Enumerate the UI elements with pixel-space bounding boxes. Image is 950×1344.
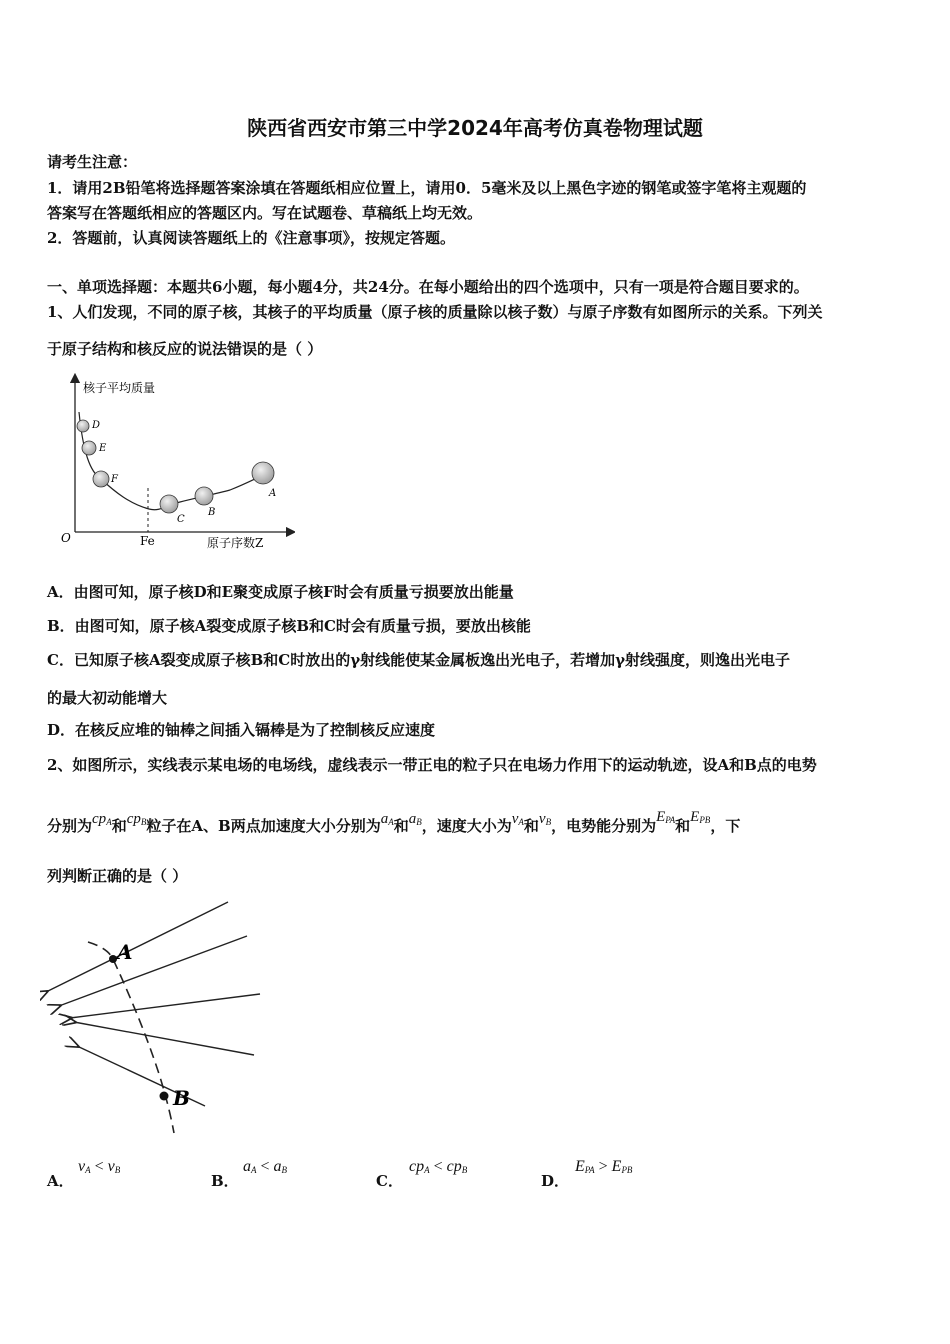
q2-stem-line-3: 列判断正确的是（ ） — [47, 867, 188, 885]
label-A: A — [269, 488, 277, 499]
page-title: 陕西省西安市第三中学2024年高考仿真卷物理试题 — [247, 116, 703, 140]
q2-figure — [40, 895, 270, 1140]
label-D: D — [92, 420, 101, 431]
q2-text-5: ，下 — [710, 817, 741, 835]
x-axis-label: 原子序数Z — [207, 536, 264, 550]
section-heading: 一、单项选择题：本题共6小题，每小题4分，共24分。在每小题给出的四个选项中，只有一项是符合题目要求的。 — [47, 278, 809, 296]
q2-option-a-expr: $v_A < v_B$ — [78, 1158, 121, 1175]
nucleus-B-ball — [195, 487, 213, 505]
nucleus-E-ball — [82, 441, 96, 455]
point-A-label: A — [117, 940, 133, 964]
a-symbol: $a_A$ — [380, 811, 394, 827]
label-E: E — [99, 443, 107, 454]
q2-he-2: 和 — [393, 817, 409, 835]
q2-text-2: 粒子在A、B两点加速度大小分别为 — [146, 817, 381, 835]
field-line-4 — [74, 1022, 254, 1055]
notice-heading: 请考生注意： — [47, 153, 138, 171]
q1-stem-line-2: 于原子结构和核反应的说法错误的是（ ） — [47, 340, 323, 358]
cp-symbol: $cp_A$ — [92, 811, 112, 827]
nucleus-C-ball — [160, 495, 178, 513]
q2-text-4: ，电势能分别为 — [551, 817, 657, 835]
q2-text-1: 分别为 — [47, 817, 93, 835]
fe-label: Fe — [140, 534, 155, 548]
y-axis-label: 核子平均质量 — [83, 381, 156, 395]
nucleus-A-ball — [252, 462, 274, 484]
q2-stem-line-1: 2、如图所示，实线表示某电场的电场线，虚线表示一带正电的粒子只在电场力作用下的运动轨迹，设A和B点的电势 — [47, 756, 817, 774]
nucleus-F-ball — [93, 471, 109, 487]
q2-option-a-letter: A． — [47, 1172, 74, 1190]
field-line-1 — [46, 902, 228, 992]
q1-option-c-line-1: C．已知原子核A裂变成原子核B和C时放出的γ射线能使某金属板逸出光电子，若增加γ射线强度，则逸出光电子 — [47, 651, 791, 669]
nucleus-D-ball — [77, 420, 89, 432]
E-symbol-b: $E_{PB}$ — [690, 809, 711, 825]
q2-he-3: 和 — [523, 817, 539, 835]
q2-stem-line-2 — [47, 809, 741, 840]
notice-line-2: 答案写在答题纸相应的答题区内。写在试题卷、草稿纸上均无效。 — [47, 204, 483, 222]
q1-stem-line-1: 1、人们发现，不同的原子核，其核子的平均质量（原子核的质量除以核子数）与原子序数有如图所示的关系。下列关 — [47, 303, 823, 321]
q2-option-b-letter: B． — [211, 1172, 239, 1190]
q2-option-b-expr: $a_A < a_B$ — [243, 1158, 288, 1175]
q2-option-c-expr: $cp_A < cp_B$ — [409, 1158, 468, 1175]
q1-option-d: D．在核反应堆的铀棒之间插入镉棒是为了控制核反应速度 — [47, 721, 436, 739]
q1-figure — [55, 372, 295, 557]
point-B-label: B — [173, 1086, 190, 1110]
q2-option-d-letter: D． — [541, 1172, 570, 1190]
q1-option-c-line-2: 的最大初动能增大 — [47, 689, 168, 707]
q2-he-1: 和 — [111, 817, 127, 835]
E-symbol: $E_{PA}$ — [656, 809, 676, 825]
q2-he-4: 和 — [675, 817, 691, 835]
notice-line-1: 1．请用2B铅笔将选择题答案涂填在答题纸相应位置上，请用0．5毫米及以上黑色字迹的钢笔或签字笔将主观题的 — [47, 179, 807, 197]
label-F: F — [111, 474, 118, 485]
cp-symbol-b: $cp_B$ — [126, 811, 147, 827]
q1-option-a: A．由图可知，原子核D和E聚变成原子核F时会有质量亏损要放出能量 — [47, 583, 514, 601]
a-symbol-b: $a_B$ — [408, 811, 422, 827]
q2-text-3: ，速度大小为 — [421, 817, 512, 835]
notice-line-3: 2．答题前，认真阅读答题纸上的《注意事项》，按规定答题。 — [47, 229, 455, 247]
v-symbol: $v_A$ — [511, 811, 524, 827]
point-B-dot — [160, 1092, 169, 1101]
q1-option-b: B．由图可知，原子核A裂变成原子核B和C时会有质量亏损，要放出核能 — [47, 617, 531, 635]
label-C: C — [177, 514, 185, 525]
q2-option-d-expr: $E_{PA} > E_{PB}$ — [575, 1158, 633, 1175]
origin-label: O — [61, 531, 71, 545]
field-line-3 — [70, 994, 260, 1018]
point-A-dot — [109, 955, 117, 963]
q2-option-c-letter: C． — [376, 1172, 403, 1190]
v-symbol-b: $v_B$ — [538, 811, 552, 827]
label-B: B — [208, 507, 216, 518]
